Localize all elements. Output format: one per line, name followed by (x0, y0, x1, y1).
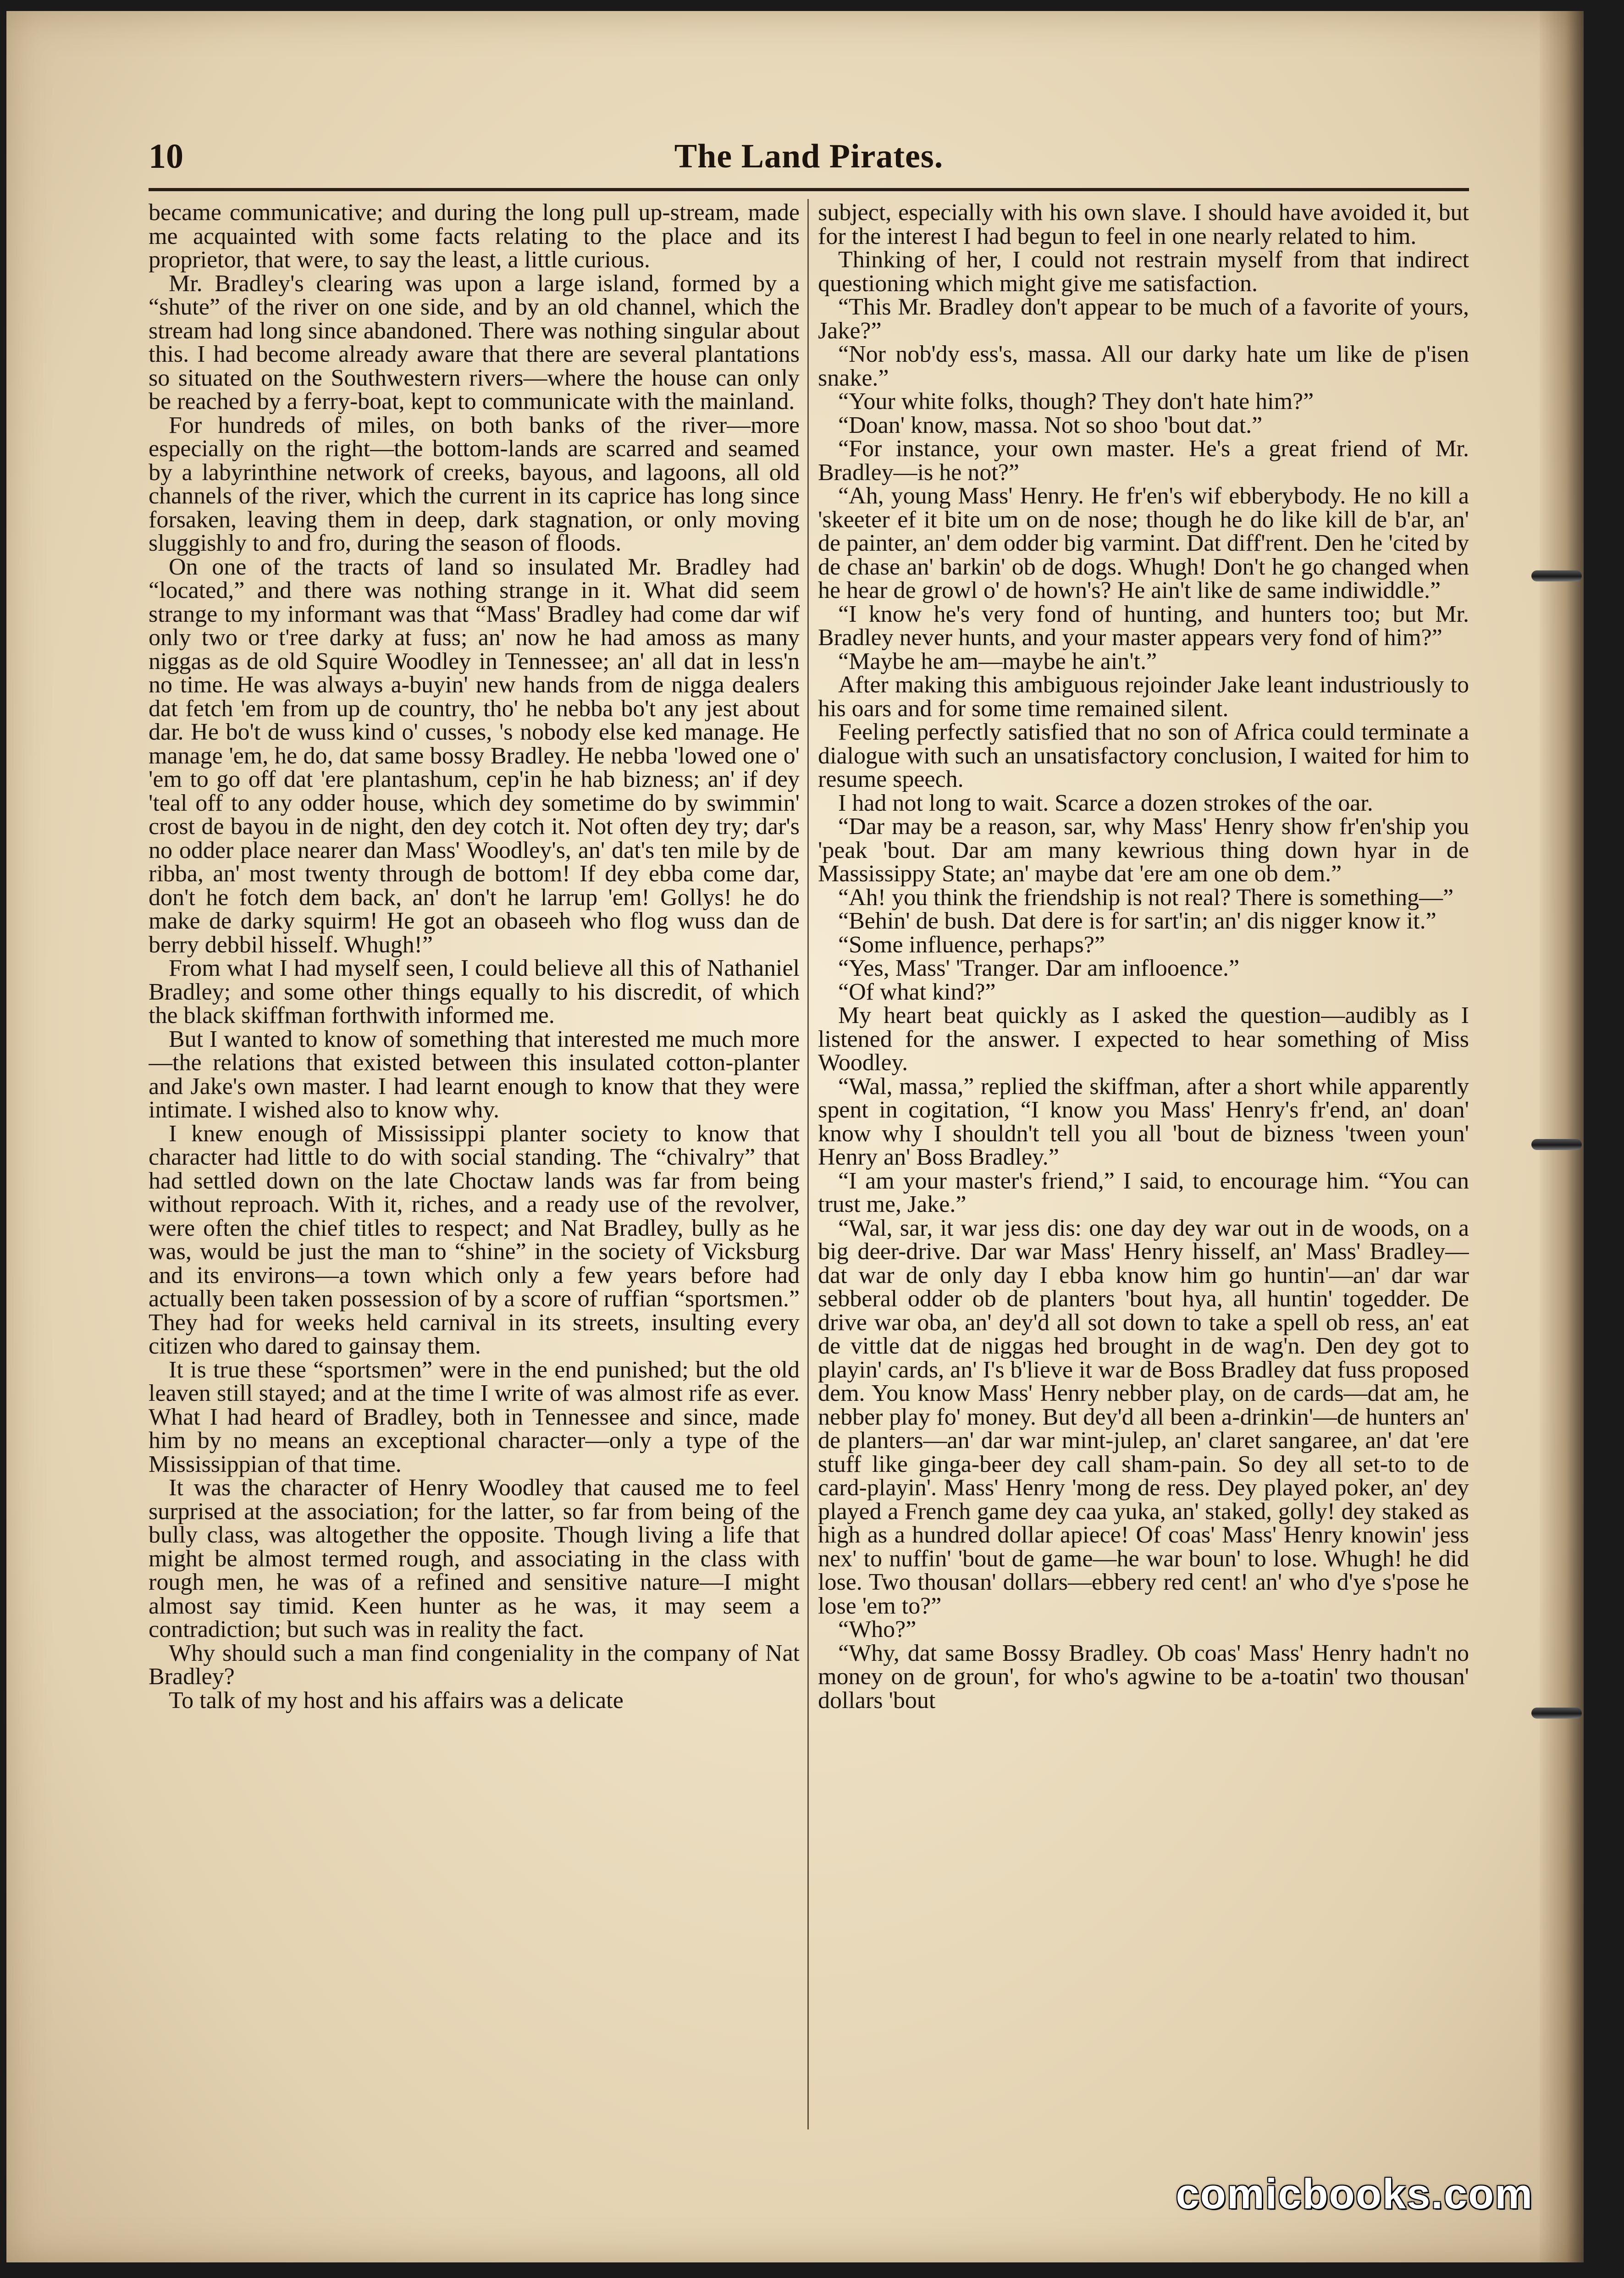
paragraph: “Why, dat same Bossy Bradley. Ob coas' Mass' Henry hadn't no money on de groun', for who's agwine to be a-toatin' two thousan' dollars 'bout (818, 1640, 1469, 1714)
staple (1531, 1139, 1582, 1150)
paragraph: Why should such a man find congeniality in the company of Nat Bradley? (149, 1640, 800, 1690)
paragraph: “For instance, your own master. He's a great friend of Mr. Bradley—is he not?” (818, 436, 1469, 486)
column-divider (807, 199, 809, 2129)
book-page (6, 11, 1584, 2262)
running-header (149, 131, 1469, 182)
paragraph: “I know he's very fond of hunting, and hunters too; but Mr. Bradley never hunts, and your master appears very fond of him?” (818, 601, 1469, 651)
paragraph: It is true these “sportsmen” were in the end punished; but the old leaven still stayed; and at the time I write of was almost rife as ever. What I had heard of Bradley, both in Tennessee and since, made him by no means an exceptional character—only a type of the Mississippian of that time. (149, 1356, 800, 1477)
paragraph: “Your white folks, though? They don't hate him?” (838, 388, 1314, 415)
running-title: The Land Pirates. (674, 137, 944, 175)
paragraph: To talk of my host and his affairs was a delicate (169, 1687, 624, 1714)
paragraph: became communicative; and during the long pull up-stream, made me acquainted with some facts relating to the place and its proprietor, that were, to say the least, a little curious. (149, 201, 800, 273)
paragraph: After making this ambiguous rejoinder Jake leant industriously to his oars and for some time remained silent. (818, 672, 1469, 722)
paragraph: I had not long to wait. Scarce a dozen strokes of the oar. (838, 790, 1373, 816)
paragraph: “Ah, young Mass' Henry. He fr'en's wif ebberybody. He no kill a 'skeeter ef it bite um on de nose; though he do like kill de b'ar, an' de painter, an' dem odder big varmint. Dat diff'rent. Den he 'cited by de chase an' barkin' ob de dogs. Whugh! Don't he go changed when he hear de growl o' de hown's? He ain't like de same indiwiddle.” (818, 483, 1469, 603)
paragraph: From what I had myself seen, I could believe all this of Nathaniel Bradley; and some other things equally to his discredit, of which the black skiffman forthwith informed me. (149, 955, 800, 1028)
paragraph: “Some influence, perhaps?” (838, 931, 1105, 958)
paragraph: On one of the tracts of land so insulated Mr. Bradley had “located,” and there was nothing strange in it. What did seem strange to my informant was that “Mass' Bradley had come dar wif only two or t'ree darky at fuss; an' now he had amoss as many niggas as de old Squire Woodley in Tennessee; an' all dat in less'n no time. He was always a-buyin' new hands from de nigga dealers dat fetch 'em from up de country, tho' he nebba bo't any jest about dar. He bo't de wuss kind o' cusses, 's nobody else ked manage. He manage 'em, he do, dat same bossy Bradley. He nebba 'lowed one o' 'em to go off dat 'ere plantashum, cep'in he hab bizness; an' if dey 'teal off to any odder house, which dey sometime do by swimmin' crost de bayou in de night, den dey cotch it. Not often dey try; dar's no odder place nearer dan Mass' Woodley's, an' dat's ten mile by de ribba, an' most twenty through de bottom! If dey ebba come dar, don't he fotch dem back, an' don't he larrup 'em! Gollys! he do make de darky squirm! He got an obaseeh who flog wuss dan de berry debbil hisself. Whugh!” (149, 553, 800, 958)
paragraph: It was the character of Henry Woodley that caused me to feel surprised at the association; for the latter, so far from being of the bully class, was altogether the opposite. Though living a life that might be almost termed rough, and associating in the class with rough men, he was of a refined and sensitive nature—I might almost say timid. Keen hunter as he was, it may seem a contradiction; but such was in reality the fact. (149, 1475, 800, 1642)
paragraph: “Maybe he am—maybe he ain't.” (838, 648, 1157, 675)
paragraph: But I wanted to know of something that interested me much more—the relations that existed between this insulated cotton-planter and Jake's own master. I had learnt enough to know that they were intimate. I wished also to know why. (149, 1026, 800, 1123)
paragraph: I knew enough of Mississippi planter society to know that character had little to do with social standing. The “chivalry” that had settled down on the late Choctaw lands was far from being without reproach. With it, riches, and a ready use of the revolver, were often the chief titles to respect; and Nat Bradley, bully as he was, would be just the man to “shine” in the society of Vicksburg and its environs—a town which only a few years before had actually been taken possession of by a score of ruffian “sportsmen.” They had for weeks held carnival in its streets, insulting every citizen who dared to gainsay them. (149, 1120, 800, 1359)
paragraph: “Dar may be a reason, sar, why Mass' Henry show fr'en'ship you 'peak 'bout. Dar am many kewrious thing down hyar in de Massissippy State; an' maybe dat 'ere am one ob dem.” (818, 813, 1469, 887)
paragraph: “I am your master's friend,” I said, to encourage him. “You can trust me, Jake.” (818, 1167, 1469, 1217)
paragraph: Feeling perfectly satisfied that no son of Africa could terminate a dialogue with such an unsatisfactory conclusion, I waited for him to resume speech. (818, 719, 1469, 792)
page-number: 10 (149, 137, 183, 176)
right-column (818, 201, 1469, 2129)
paragraph: My heart beat quickly as I asked the question—audibly as I listened for the answer. I expected to hear something of Miss Woodley. (818, 1002, 1469, 1076)
left-column (149, 201, 800, 2129)
paragraph: “Behin' de bush. Dat dere is for sart'in; an' dis nigger know it.” (838, 908, 1436, 934)
paragraph: “Who?” (838, 1616, 917, 1642)
paragraph: “Doan' know, massa. Not so shoo 'bout dat.” (838, 412, 1263, 438)
paragraph: “This Mr. Bradley don't appear to be much of a favorite of yours, Jake?” (818, 294, 1469, 344)
paragraph: “Ah! you think the friendship is not real? There is something—” (838, 884, 1454, 911)
paragraph: Mr. Bradley's clearing was upon a large island, formed by a “shute” of the river on one side, and by an old channel, which the stream had long since abandoned. There was nothing singular about this. I had become already aware that there are several plantations so situated on the Southwestern rivers—where the house can only be reached by a ferry-boat, kept to communicate with the mainland. (149, 270, 800, 415)
paragraph: “Nor nob'dy ess's, massa. All our darky hate um like de p'isen snake.” (818, 341, 1469, 391)
paragraph: Thinking of her, I could not restrain myself from that indirect questioning which might give me satisfaction. (818, 247, 1469, 297)
paragraph: subject, especially with his own slave. I should have avoided it, but for the interest I had begun to feel in one nearly related to him. (818, 201, 1469, 249)
page-spine (1540, 11, 1584, 2262)
paragraph: “Yes, Mass' 'Tranger. Dar am inflooence.” (838, 955, 1240, 981)
paragraph: “Wal, sar, it war jess dis: one day dey war out in de woods, on a big deer-drive. Dar war Mass' Henry hisself, an' Mass' Bradley—dat war de only day I ebba know him go huntin'—an' dar war sebberal odder ob de planters 'bout hya, all huntin' togedder. De drive war oba, an' dey'd all sot down to take a spell ob ress, an' eat de vittle dat de niggas hed brought in de wag'n. Den dey got to playin' cards, an' I's b'lieve it war de Boss Bradley dat fuss proposed dem. You know Mass' Henry nebber play, on de cards—dat am, he nebber play fo' money. But dey'd all been a-drinkin'—de hunters an' de planters—an' dar war mint-julep, an' claret sangaree, an' dat 'ere stuff like ginga-beer dey call sham-pain. So dey all set-to to de card-playin'. Mass' Henry 'mong de ress. Dey played poker, an' dey played a French game dey caa yuka, an' staked, golly! dey staked as high as a hundred dollar apiece! Of coas' Mass' Henry knowin' jess nex' to nuffin' 'bout de game—he war boun' to lose. Whugh! he did lose. Two thousan' dollars—ebbery red cent! an' who d'ye s'pose he lose 'em to?” (818, 1215, 1469, 1619)
header-rule (149, 188, 1469, 191)
watermark-logo: comicbooks.com (1176, 2171, 1533, 2217)
paragraph: “Of what kind?” (838, 979, 996, 1005)
staple (1531, 570, 1582, 581)
paragraph: For hundreds of miles, on both banks of the river—more especially on the right—the bottom-lands are scarred and seamed by a labyrinthine network of creeks, bayous, and lagoons, all old channels of the river, which the current in its caprice has long since forsaken, leaving them in deep, dark stagnation, or only moving sluggishly to and fro, during the season of floods. (149, 412, 800, 556)
staple (1531, 1708, 1582, 1719)
paragraph: “Wal, massa,” replied the skiffman, after a short while apparently spent in cogitation, “I know you Mass' Henry's fr'end, an' doan' know why I shouldn't tell you all 'bout de bizness 'tween youn' Henry an' Boss Bradley.” (818, 1073, 1469, 1170)
